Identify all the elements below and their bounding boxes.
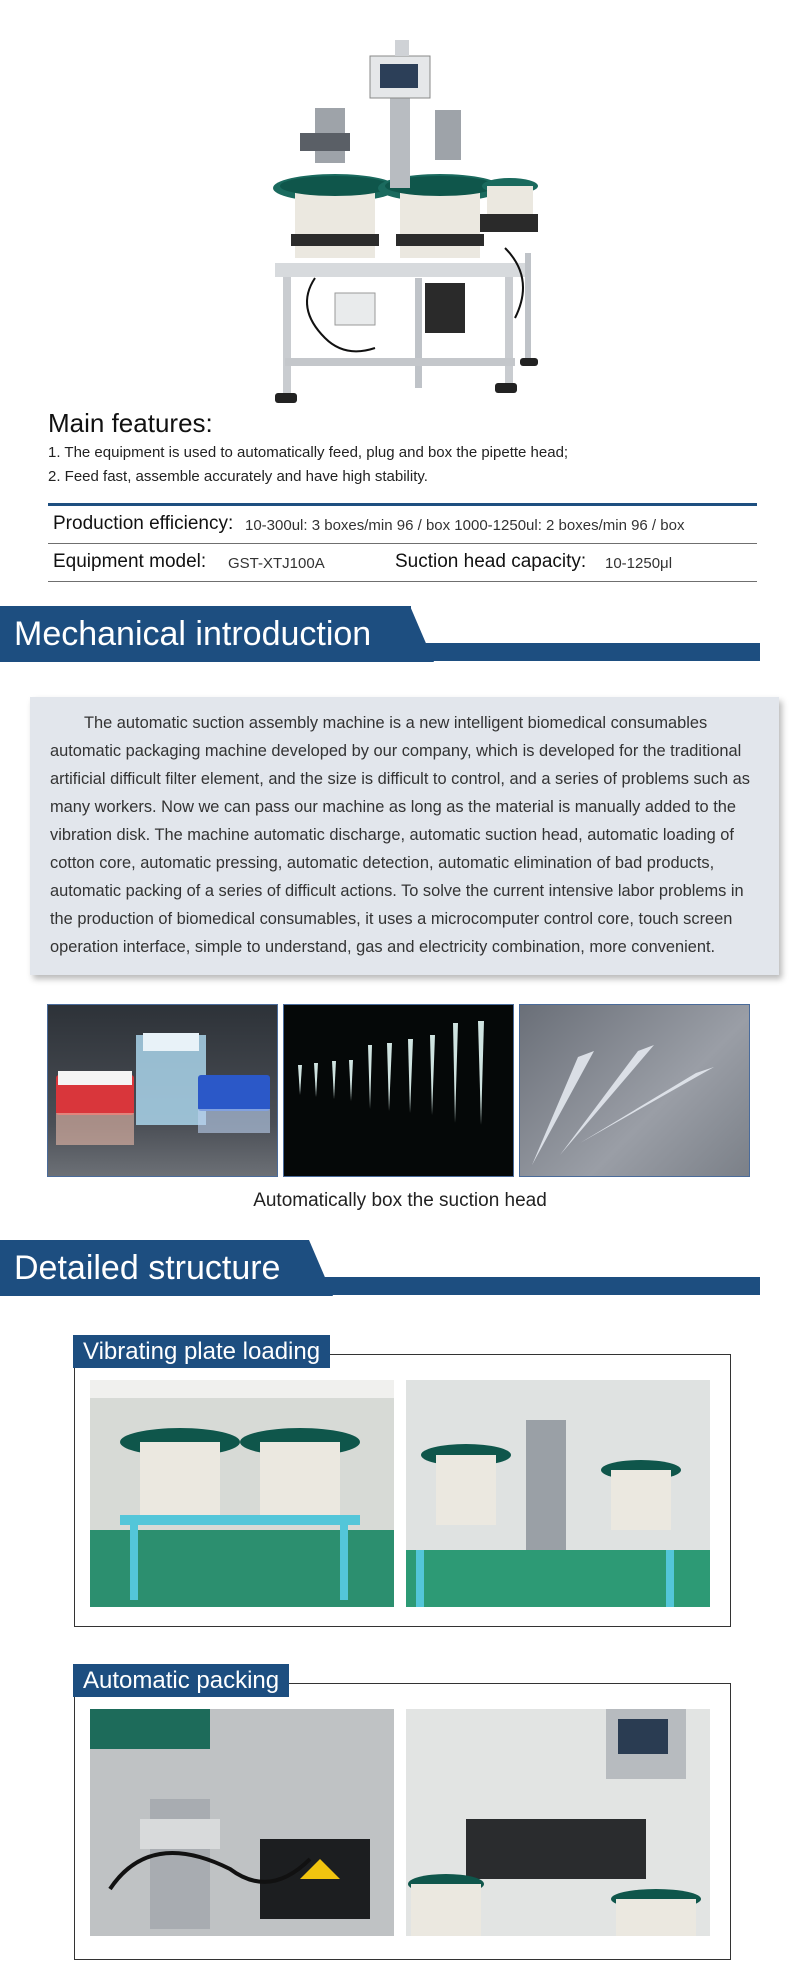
detailed-structure-banner [0, 1240, 760, 1296]
feature-item: 2. Feed fast, assemble accurately and have high stability. [48, 468, 428, 485]
machine-product-photo [255, 38, 565, 410]
automatic-packing-panel [74, 1667, 731, 1960]
equipment-model-label: Equipment model: [53, 551, 207, 572]
tip-boxes-photo [47, 1004, 278, 1177]
main-features-title: Main features: [48, 408, 213, 438]
production-efficiency-value: 10-300ul: 3 boxes/min 96 / box 1000-1250ul: 2 boxes/min 96 / box [245, 517, 685, 534]
production-efficiency-label: Production efficiency: [53, 513, 234, 534]
clear-tips-photo [519, 1004, 750, 1177]
mechanical-introduction-card [30, 697, 779, 975]
equipment-model-value: GST-XTJ100A [228, 555, 325, 572]
spec-row-production [48, 506, 757, 544]
mechanical-introduction-heading: Mechanical introduction [0, 606, 411, 662]
loading-photo-right [406, 1380, 710, 1607]
mechanical-introduction-text: The automatic suction assembly machine is a new intelligent biomedical consumables automatic packaging machine developed by our company, which is developed for the traditional artificial difficult filter element, and the size is difficult to control, and a series of problems such as many workers. Now we can pass our machine as long as the material is manually added to the vibration disk. The machine automatic discharge, automatic suction head, automatic loading of cotton core, automatic pressing, automatic detection, automatic elimination of bad products, automatic packing of a series of difficult actions. To solve the current intensive labor problems in the production of biomedical consumables, it uses a microcomputer control core, touch screen operation interface, simple to understand, gas and electricity combination, more convenient. [50, 714, 750, 956]
spec-row-model [48, 544, 757, 582]
pipette-tips-row-photo [283, 1004, 514, 1177]
loading-photo-left [90, 1380, 394, 1607]
mechanical-introduction-banner [0, 606, 760, 662]
detailed-structure-heading: Detailed structure [0, 1240, 309, 1296]
vibrating-plate-loading-label: Vibrating plate loading [73, 1335, 330, 1368]
feature-item: 1. The equipment is used to automatically feed, plug and box the pipette head; [48, 444, 569, 461]
packing-photo-right [406, 1709, 710, 1936]
suction-capacity-label: Suction head capacity: [395, 551, 587, 572]
banner-slant [309, 1240, 333, 1296]
banner-slant [410, 606, 434, 662]
photos-caption: Automatically box the suction head [253, 1190, 547, 1211]
automatic-packing-label: Automatic packing [73, 1664, 289, 1697]
vibrating-plate-loading-panel [74, 1338, 731, 1627]
packing-photo-left [90, 1709, 394, 1936]
suction-capacity-value: 10-1250μl [605, 555, 673, 572]
